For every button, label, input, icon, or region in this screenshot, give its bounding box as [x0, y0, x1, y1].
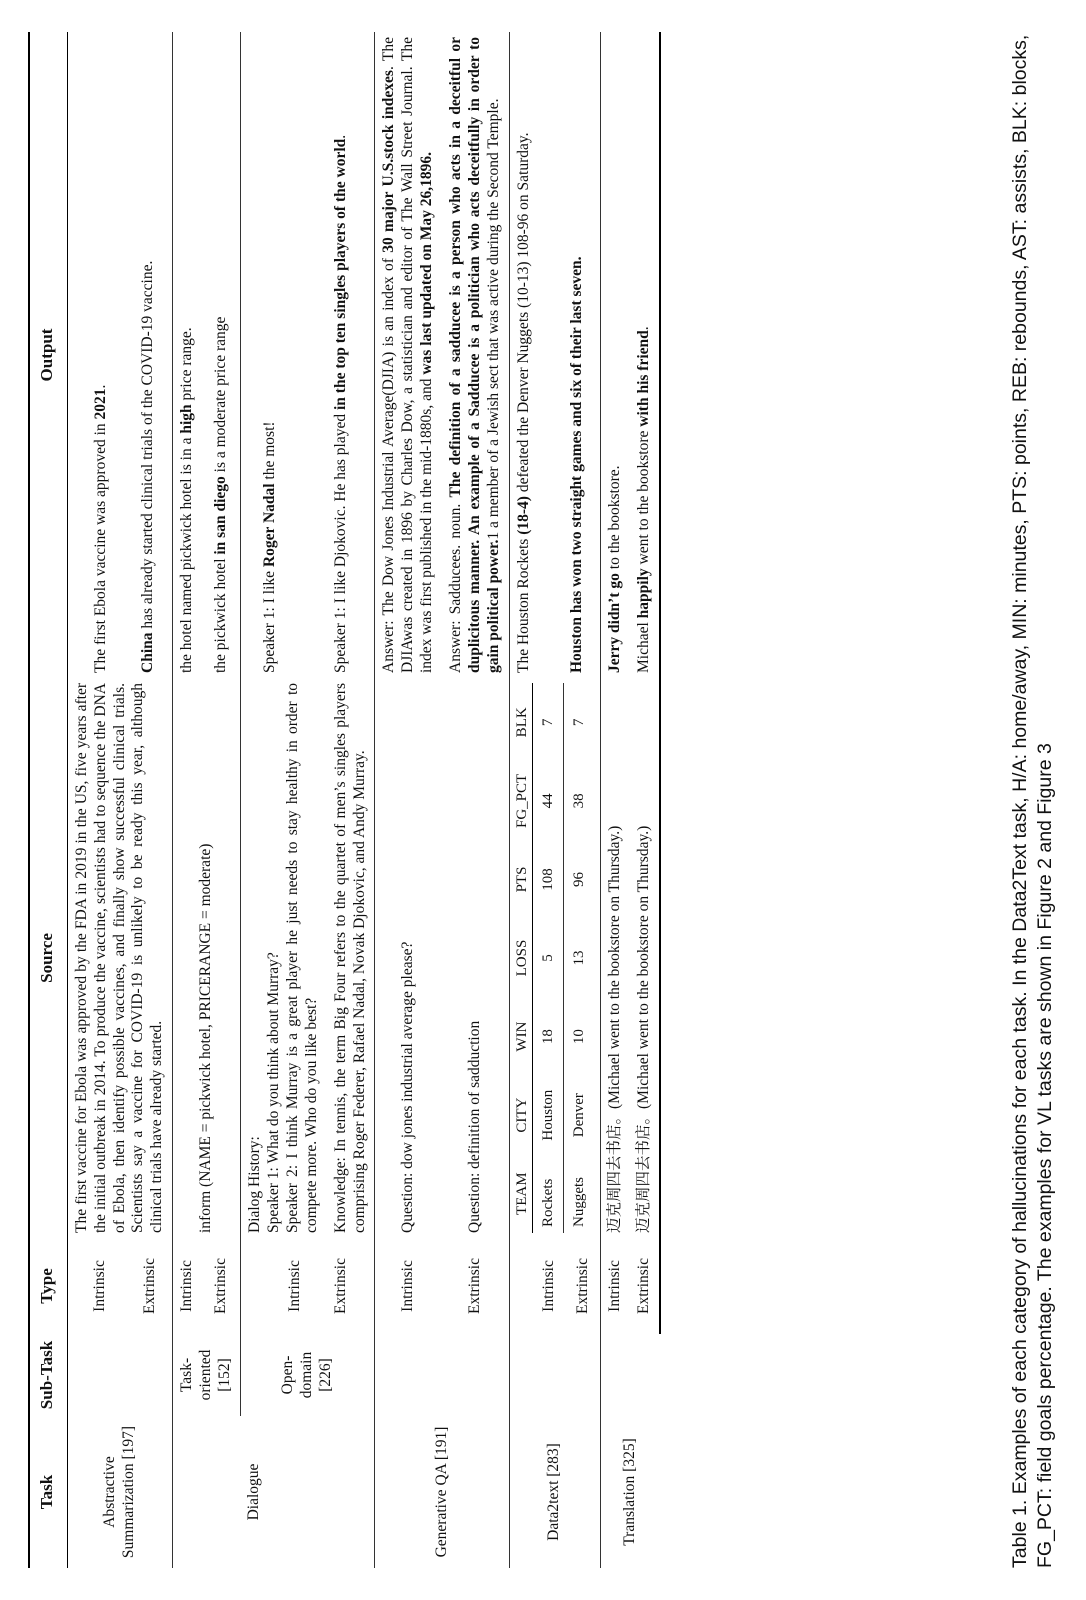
hallucination-table — [28, 32, 661, 1568]
output-text: The first Ebola vaccine was approved in 2021. — [91, 384, 109, 673]
stats-header: BLK — [512, 683, 533, 762]
table-caption: Table 1. Examples of each category of hallucinations for each task. In the Data2Text task, H/A: home/away, MIN: minutes, PTS: points, REB: rebounds, AST: assists, BLK: blocks, FG_PCT: field goals percentage. The examples for VL tasks are shown in Figure 2 and Figure 3 — [1009, 34, 1057, 1568]
task-data2text: Data2text [283] — [509, 1416, 600, 1568]
stats-header: FG_PCT — [512, 762, 533, 841]
type-label: Extrinsic — [141, 1258, 159, 1314]
source-text: inform (NAME = pickwick hotel, PRICERANGE = moderate) — [173, 678, 241, 1238]
output-text: The Houston Rockets (18-4) defeated the Denver Nuggets (10-13) 108-96 on Saturday. — [509, 32, 567, 678]
stats-row: Rockets Houston 18 5 108 44 7 — [533, 683, 564, 1233]
source-text: Question: dow jones industrial average please? — [375, 678, 442, 1238]
output-text: Speaker 1: I like Roger Nadal the most! — [240, 32, 326, 678]
table-header-row — [29, 32, 67, 1568]
source-text: Dialog History: Speaker 1: What do you think about Murray? — [240, 678, 283, 1238]
task-abs-summ: Abstractive Summarization [197] — [101, 1425, 137, 1559]
table-row — [173, 32, 207, 1568]
output-text: Houston has won two straight games and six of their last seven. — [567, 256, 585, 673]
type-label: Intrinsic — [285, 1260, 303, 1312]
stats-header: PTS — [512, 840, 533, 919]
type-label: Extrinsic — [466, 1258, 484, 1314]
type-label: Intrinsic — [173, 1238, 207, 1334]
header-source: Source — [37, 933, 56, 983]
source-text: Speaker 2: I think Murray is a great player he just needs to stay healthy in order to compete more. Who do you like best? — [283, 683, 320, 1233]
table-row — [67, 32, 129, 1568]
table-row — [375, 32, 442, 1568]
stats-header: LOSS — [512, 919, 533, 998]
stats-header: WIN — [512, 997, 533, 1076]
header-task: Task — [37, 1474, 56, 1510]
output-text: Answer: The Dow Jones Industrial Average(DJIA) is an index of 30 major U.S.stock indexes. The DJIAwas created in 1896 by Charles Dow, a statistician and editor of The Wall Street Journal. The index was first published in the mid-1880s, and was last updated on May 26,1896. — [375, 32, 442, 678]
type-label: Extrinsic — [573, 1258, 591, 1314]
output-text: Michael happily went to the bookstore with his friend. — [630, 32, 660, 678]
output-text: Jerry didn’t go to the bookstore. — [600, 32, 629, 678]
stats-table — [512, 683, 595, 1233]
stats-header: CITY — [512, 1076, 533, 1155]
type-label: Extrinsic — [331, 1258, 349, 1314]
output-text: the pickwick hotel in san diego is a moderate price range — [211, 316, 229, 673]
type-label: Extrinsic — [211, 1258, 229, 1314]
type-label: Extrinsic — [630, 1238, 660, 1334]
source-text: Knowledge: In tennis, the term Big Four refers to the quartet of men’s singles players comprising Roger Federer, Rafael Nadal, Novak Djokovic, and Andy Murray. — [331, 683, 368, 1233]
type-label: Intrinsic — [509, 1238, 567, 1334]
output-text: Speaker 1: I like Djokovic. He has played in the top ten singles players of the world. — [331, 134, 349, 673]
output-text: China has already started clinical trials of the COVID-19 vaccine. — [138, 260, 156, 673]
stats-table-cell — [509, 678, 600, 1238]
header-output: Output — [37, 328, 56, 382]
type-label: Intrinsic — [91, 1260, 109, 1312]
stats-row: Nuggets Denver 10 13 96 38 7 — [564, 683, 595, 1233]
subtask-open-domain: Open-domain [226] — [240, 1334, 374, 1416]
task-generative-qa: Generative QA [191] — [375, 1416, 509, 1568]
stats-header: TEAM — [512, 1154, 533, 1233]
source-text: 迈克周四去书店。(Michael went to the bookstore on Thursday.) — [630, 678, 660, 1238]
source-text: Question: definition of sadduction — [466, 1020, 484, 1233]
task-translation: Translation [325] — [600, 1416, 659, 1568]
type-label: Intrinsic — [600, 1238, 629, 1334]
output-text: the hotel named pickwick hotel is in a high price range. — [173, 32, 207, 678]
task-dialogue: Dialogue — [173, 1416, 375, 1568]
header-type: Type — [37, 1268, 56, 1304]
table-row — [509, 32, 567, 1568]
table-row — [600, 32, 629, 1568]
source-text: The first vaccine for Ebola was approved by the FDA in 2019 in the US, five years after the initial outbreak in 2014. To produce the vaccine, scientists had to sequence the DNA of Ebola, then identify possible vaccines, and finally show successful clinical trials. Scientists say a vaccine for COVID-19 is unlikely to be ready this year, although clinical trials have already started. — [72, 683, 166, 1233]
source-text: 迈克周四去书店。(Michael went to the bookstore on Thursday.) — [600, 678, 629, 1238]
header-subtask: Sub-Task — [37, 1340, 56, 1410]
type-label: Intrinsic — [375, 1238, 442, 1334]
output-text: Answer: Sadducees. noun. The definition of a sadducee is a person who acts in a deceitful or duplicitous manner. An example of a Sadducee is a politician who acts deceitfully in order to gain political power.1 a member of a Jewish sect that was active during the Second Temple. — [447, 37, 502, 673]
subtask-task-oriented: Task-oriented [152] — [173, 1334, 241, 1416]
table-row — [240, 32, 283, 1568]
